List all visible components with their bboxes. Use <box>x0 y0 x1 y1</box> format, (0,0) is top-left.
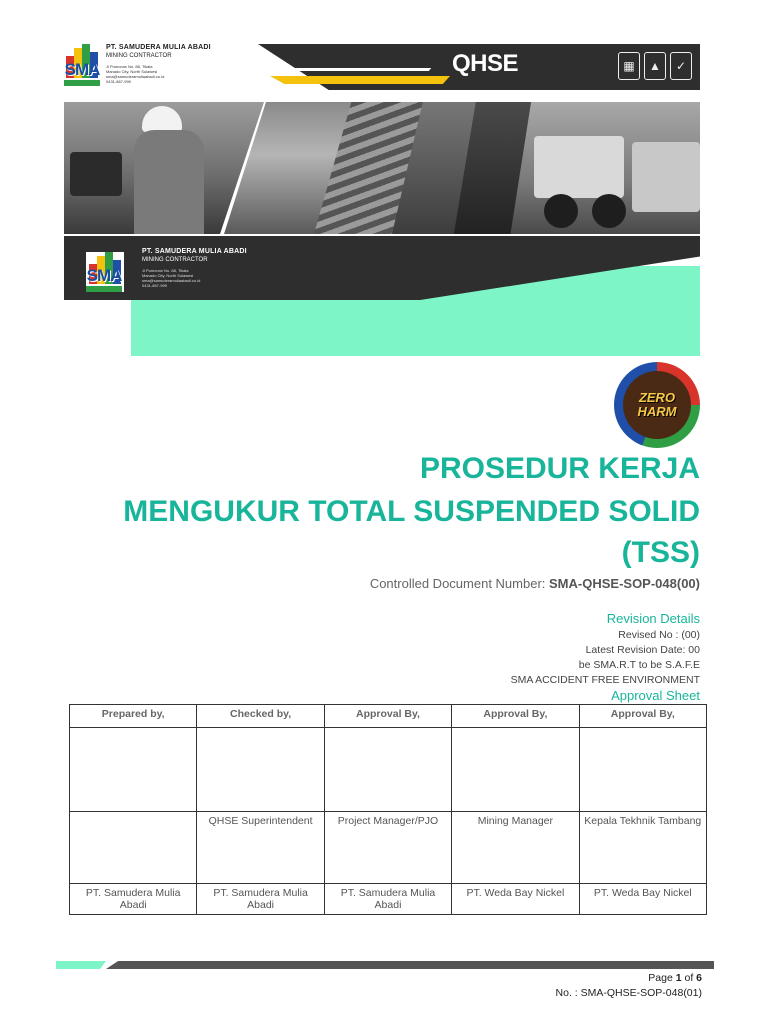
dump-truck-wheel-2 <box>592 194 626 228</box>
hard-hat-icon: ▲ <box>644 52 666 80</box>
cover-company-name: PT. SAMUDERA MULIA ABADI <box>142 248 247 255</box>
photo-truck-left <box>70 152 122 196</box>
signature-cell <box>324 728 451 812</box>
company-cell: PT. Samudera Mulia Abadi <box>197 884 324 915</box>
dump-truck-body <box>534 136 624 198</box>
company-row <box>70 884 707 915</box>
footer-doc-number: No. : SMA-QHSE-SOP-048(01) <box>555 987 702 999</box>
zero-harm-badge: ZERO HARM <box>614 362 700 448</box>
revision-details-heading: Revision Details <box>606 611 700 626</box>
motto-accident-free: SMA ACCIDENT FREE ENVIRONMENT <box>510 674 700 686</box>
company-address: Jl Pumorow No. 88, Tikala Manado City, North Sulawesi sma@samuderamuliaabadi.co.id 0431-867-999 <box>106 64 165 84</box>
company-cell: PT. Weda Bay Nickel <box>452 884 579 915</box>
sma-logo: SMA <box>64 44 100 86</box>
banner-stripe-white <box>269 68 432 71</box>
signature-cell <box>452 728 579 812</box>
company-subtitle: MINING CONTRACTOR <box>106 53 172 59</box>
company-cell: PT. Samudera Mulia Abadi <box>324 884 451 915</box>
controlled-doc-number: Controlled Document Number: SMA-QHSE-SOP-048(00) <box>369 576 700 591</box>
footer-dark-stripe <box>106 961 714 969</box>
cover-company-address: Jl Pumorow No. 88, Tikala Manado City, North Sulawesi sma@samuderamuliaabadi.co.id 0431-867-999 <box>142 268 201 288</box>
approval-table <box>69 704 707 915</box>
page-number: Page 1 of 6 <box>648 972 702 984</box>
role-cell: Mining Manager <box>452 812 579 884</box>
footer-mint-stripe <box>56 961 106 969</box>
signature-cell <box>70 728 197 812</box>
doc-title-line2: MENGUKUR TOTAL SUSPENDED SOLID <box>123 495 700 528</box>
ppe-icons <box>618 52 692 80</box>
table-header-row <box>70 705 707 728</box>
approval-sheet-heading: Approval Sheet <box>611 688 700 703</box>
col-checked-by: Checked by, <box>197 705 324 728</box>
cover-company-subtitle: MINING CONTRACTOR <box>142 257 208 263</box>
signature-row <box>70 728 707 812</box>
worker-body <box>134 130 204 234</box>
col-prepared-by: Prepared by, <box>70 705 197 728</box>
role-cell <box>70 812 197 884</box>
company-name: PT. SAMUDERA MULIA ABADI <box>106 44 211 51</box>
header-company-block <box>64 40 264 100</box>
signature-cell <box>579 728 706 812</box>
company-cell: PT. Weda Bay Nickel <box>579 884 706 915</box>
checklist-icon: ✓ <box>670 52 692 80</box>
dump-truck-wheel-1 <box>544 194 578 228</box>
col-approval-by-2: Approval By, <box>452 705 579 728</box>
company-cell: PT. Samudera Mulia Abadi <box>70 884 197 915</box>
role-cell: Kepala Tekhnik Tambang <box>579 812 706 884</box>
qhse-title: QHSE <box>452 50 519 77</box>
dump-truck-right <box>632 142 700 212</box>
sma-logo-small: SMA <box>86 252 124 292</box>
col-approval-by-1: Approval By, <box>324 705 451 728</box>
role-row <box>70 812 707 884</box>
doc-title-line1: PROSEDUR KERJA <box>419 452 700 485</box>
signature-cell <box>197 728 324 812</box>
revised-no: Revised No : (00) <box>618 629 700 641</box>
mining-photo-strip <box>64 102 700 234</box>
role-cell: QHSE Superintendent <box>197 812 324 884</box>
latest-revision-date: Latest Revision Date: 00 <box>585 644 700 656</box>
safety-vest-icon: ▦ <box>618 52 640 80</box>
motto-smart: be SMA.R.T to be S.A.F.E <box>578 659 700 671</box>
doc-title-line3: (TSS) <box>621 536 700 569</box>
cover-company-block <box>86 246 306 296</box>
role-cell: Project Manager/PJO <box>324 812 451 884</box>
col-approval-by-3: Approval By, <box>579 705 706 728</box>
banner-stripe-yellow <box>270 76 450 84</box>
